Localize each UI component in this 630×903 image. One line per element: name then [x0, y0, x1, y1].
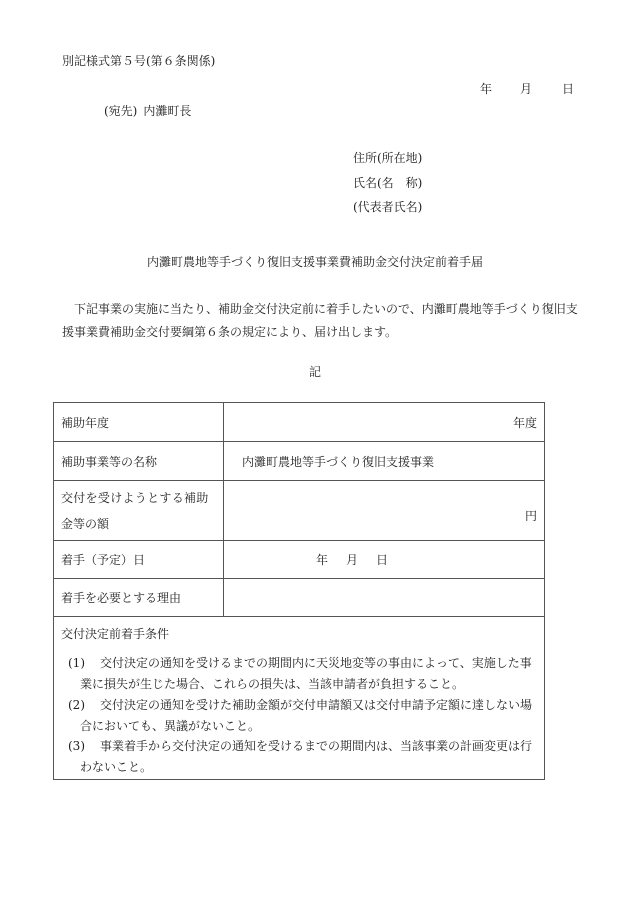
condition-item: [68, 736, 542, 778]
start-date-field[interactable]: [224, 541, 545, 579]
table-row: [54, 442, 545, 481]
applicant-address-label: 住所(所在地): [353, 151, 423, 165]
addressee-prefix: (宛先): [104, 104, 138, 118]
day-label: 日: [562, 82, 575, 96]
start-month-label: 月: [346, 553, 359, 567]
condition-line1: 交付決定の通知を受けるまでの期間内に天災地変等の事由によって、実施した事: [100, 656, 532, 670]
condition-line1: 事業着手から交付決定の通知を受けるまでの期間内は、当該事業の計画変更は行: [100, 739, 533, 753]
applicant-name-label: 氏名(名 称): [353, 175, 423, 190]
condition-line1: 交付決定の通知を受けた補助金額が交付申請額又は交付申請予定額に達しない場: [100, 698, 533, 712]
condition-number: (3): [68, 739, 85, 753]
addressee: [104, 102, 191, 119]
conditions-box: [53, 607, 545, 780]
fiscal-year-label: 補助年度: [54, 403, 224, 442]
start-day-label: 日: [376, 553, 389, 567]
start-year-label: 年: [316, 553, 329, 567]
conditions-title: 交付決定前着手条件: [61, 627, 170, 641]
form-number: 別記様式第５号(第６条関係): [62, 54, 216, 68]
amount-label-line2: 金等の額: [61, 516, 110, 531]
addressee-name: 内灘町長: [143, 104, 192, 118]
condition-number: (2): [68, 698, 85, 712]
applicant-representative-label: (代表者氏名): [353, 200, 423, 214]
document-title: 内灘町農地等手づくり復旧支援事業費補助金交付決定前着手届: [146, 255, 483, 269]
condition-number: (1): [68, 656, 85, 670]
submission-date: [480, 80, 574, 97]
condition-item: [68, 695, 542, 737]
condition-line2: わないこと。: [80, 760, 153, 774]
amount-field[interactable]: 円: [224, 481, 545, 541]
reason-label: 着手を必要とする理由: [54, 579, 224, 617]
condition-line2: 合においても、異議がないこと。: [80, 719, 261, 733]
fiscal-year-field[interactable]: 年度: [224, 403, 545, 442]
project-name-label: 補助事業等の名称: [54, 442, 224, 481]
applicant-block: [353, 151, 422, 225]
year-label: 年: [480, 82, 493, 96]
amount-label: [54, 481, 224, 541]
start-date-label: 着手（予定）日: [54, 541, 224, 579]
condition-line2: 業に損失が生じた場合、これらの損失は、当該申請者が負担すること。: [80, 677, 465, 691]
intro-paragraph: 下記事業の実施に当たり、補助金交付決定前に着手したいので、内灘町農地等手づくり復旧支援事業費補助金交付要綱第６条の規定により、届け出します。: [62, 302, 578, 339]
condition-item: [68, 653, 542, 695]
amount-label-line1: 交付を受けようとする補助: [61, 490, 209, 505]
month-label: 月: [520, 82, 533, 96]
ki-heading: 記: [308, 365, 321, 379]
project-name-field[interactable]: 内灘町農地等手づくり復旧支援事業: [224, 442, 545, 481]
detail-table: [53, 402, 545, 617]
table-row: [54, 541, 545, 579]
table-row: [54, 403, 545, 442]
table-row: [54, 481, 545, 541]
